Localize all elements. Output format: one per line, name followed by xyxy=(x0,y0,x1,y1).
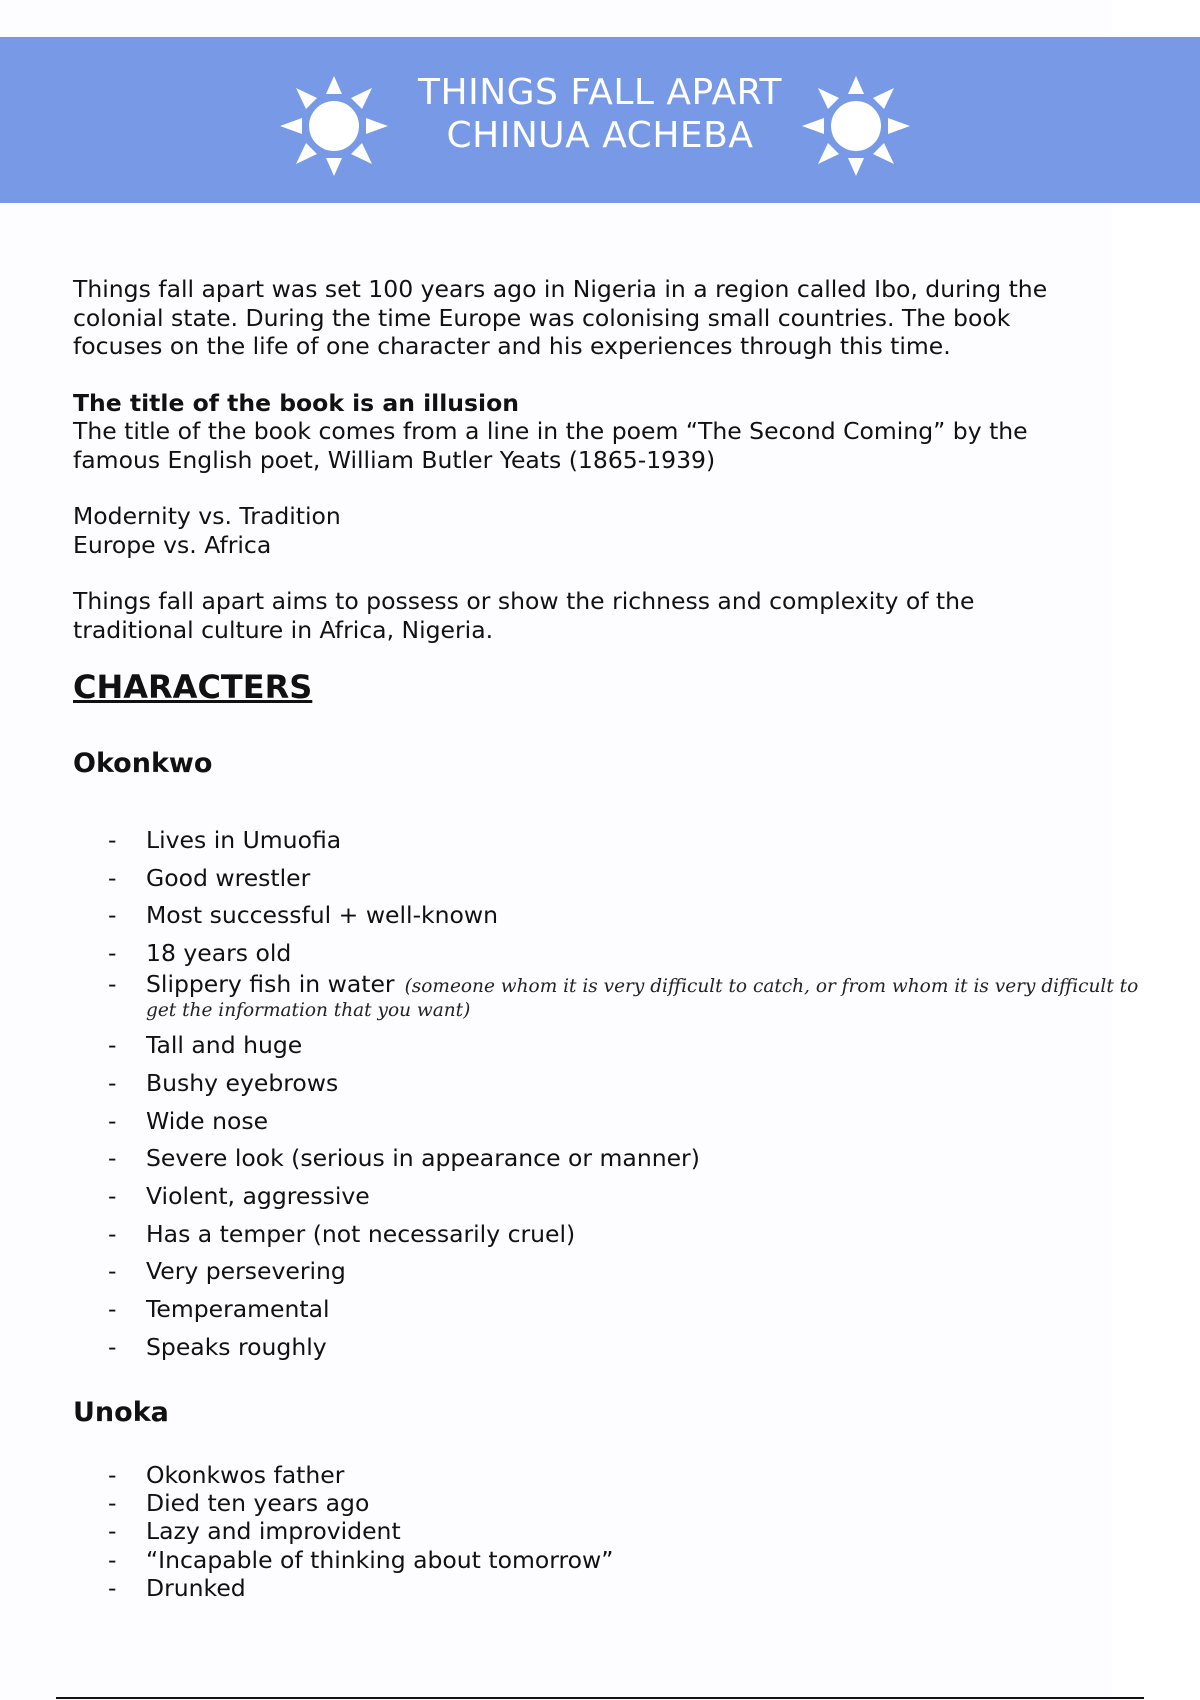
sun-icon xyxy=(798,68,914,184)
text-line: The title of the book comes from a line in the poem “The Second Coming” by the xyxy=(73,417,1028,445)
intro-section xyxy=(73,275,1113,644)
title-line-author: CHINUA ACHEBA xyxy=(446,115,754,156)
themes-list xyxy=(73,502,1113,559)
page-title xyxy=(360,71,840,157)
idiom-note: (someone whom it is very difficult to catch, or from whom it is very difficult to xyxy=(404,976,1139,997)
aim-paragraph xyxy=(73,587,1113,644)
theme-item: Europe vs. Africa xyxy=(73,530,272,559)
title-line-book: THINGS FALL APART xyxy=(418,72,782,113)
okonkwo-heading: Okonkwo xyxy=(73,748,213,779)
text-line: traditional culture in Africa, Nigeria. xyxy=(73,615,494,644)
text-line: colonial state. During the time Europe was colonising small countries. The book xyxy=(73,303,1011,332)
setting-paragraph xyxy=(73,275,1113,361)
text-line: focuses on the life of one character and his experiences through this time. xyxy=(73,332,951,360)
unoka-heading: Unoka xyxy=(73,1397,169,1428)
text-line: Things fall apart was set 100 years ago in Nigeria in a region called Ibo, during the xyxy=(73,275,1048,303)
bottom-rule xyxy=(56,1697,1144,1699)
theme-item: Modernity vs. Tradition xyxy=(73,502,341,530)
idiom-note-continued: get the information that you want) xyxy=(146,1000,471,1021)
text-line: famous English poet, William Butler Yeats (1865-1939) xyxy=(73,445,716,474)
title-paragraph xyxy=(73,389,1113,475)
text-line: Things fall apart aims to possess or show the richness and complexity of the xyxy=(73,587,975,615)
characters-heading: CHARACTERS xyxy=(73,668,313,706)
title-illusion-heading: The title of the book is an illusion xyxy=(73,388,519,417)
